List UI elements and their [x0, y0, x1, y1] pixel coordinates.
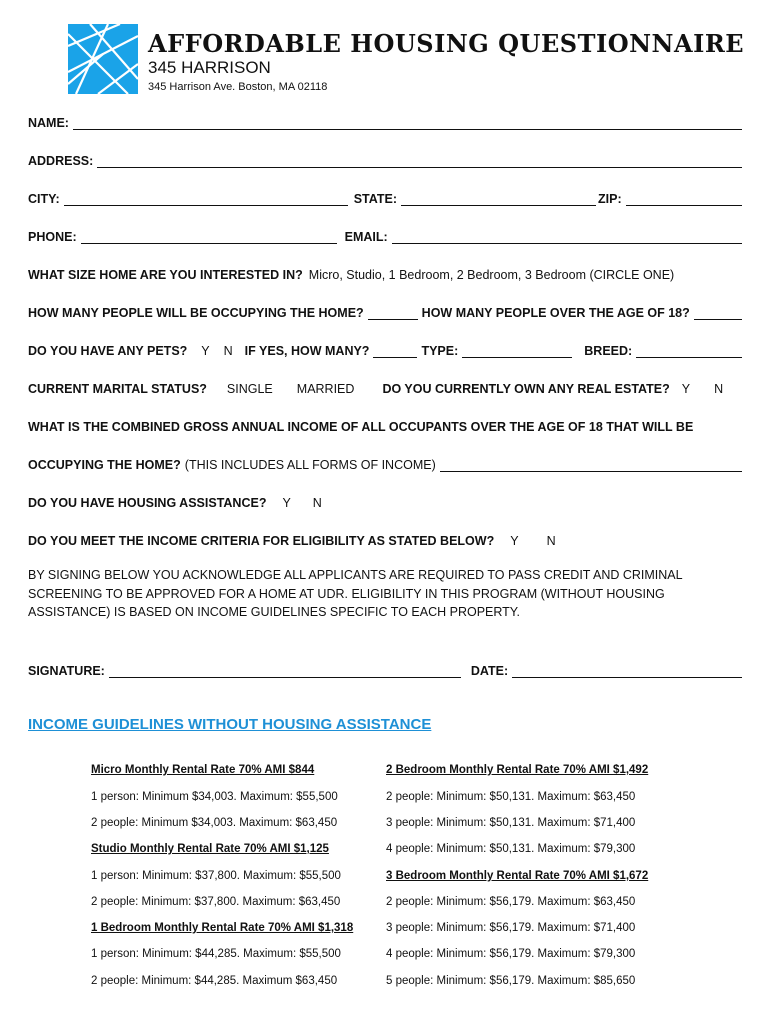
pets-type-field[interactable] [462, 345, 572, 358]
address-label: ADDRESS: [28, 154, 94, 168]
signature-row [28, 664, 742, 678]
income-row-1 [28, 420, 742, 434]
income-question: WHAT IS THE COMBINED GROSS ANNUAL INCOME OF ALL OCCUPANTS OVER THE AGE OF 18 THAT WILL BE [28, 420, 694, 434]
guideline-right-income-row: 5 people: Minimum: $56,179. Maximum: $85,650 [386, 975, 636, 987]
married-option[interactable]: MARRIED [296, 382, 355, 396]
property-address: 345 Harrison Ave. Boston, MA 02118 [148, 81, 328, 93]
email-field[interactable] [392, 231, 742, 244]
zip-field[interactable] [626, 193, 742, 206]
city-state-zip-row [28, 192, 742, 206]
pets-count-label: IF YES, HOW MANY? [244, 344, 370, 358]
assistance-no-option[interactable]: N [312, 496, 322, 510]
signature-field[interactable] [109, 665, 461, 678]
adults-field[interactable] [694, 307, 742, 320]
page-title: AFFORDABLE HOUSING QUESTIONNAIRE [148, 29, 745, 58]
name-label: NAME: [28, 116, 69, 130]
state-field[interactable] [401, 193, 596, 206]
city-field[interactable] [64, 193, 348, 206]
occupants-field[interactable] [368, 307, 418, 320]
criteria-row [28, 534, 742, 548]
pets-type-label: TYPE: [421, 344, 459, 358]
income-field[interactable] [440, 459, 742, 472]
city-label: CITY: [28, 192, 60, 206]
assistance-yes-option[interactable]: Y [282, 496, 291, 510]
marital-row [28, 382, 742, 396]
assistance-question: DO YOU HAVE HOUSING ASSISTANCE? [28, 496, 267, 510]
phone-field[interactable] [81, 231, 337, 244]
address-field[interactable] [97, 155, 742, 168]
guideline-right-income-row: 3 people: Minimum: $56,179. Maximum: $71,400 [386, 922, 636, 934]
pets-question: DO YOU HAVE ANY PETS? [28, 344, 188, 358]
state-label: STATE: [353, 192, 397, 206]
real-estate-no-option[interactable]: N [714, 382, 724, 396]
guideline-left-income-row: 2 people: Minimum: $37,800. Maximum: $63,450 [91, 896, 341, 908]
guideline-right-income-row: 4 people: Minimum: $56,179. Maximum: $79,300 [386, 948, 636, 960]
name-row [28, 116, 742, 130]
phone-label: PHONE: [28, 230, 77, 244]
guideline-left-income-row: 1 person: Minimum: $44,285. Maximum: $55,500 [91, 948, 341, 960]
criteria-question: DO YOU MEET THE INCOME CRITERIA FOR ELIGIBILITY AS STATED BELOW? [28, 534, 495, 548]
occupants-question: HOW MANY PEOPLE WILL BE OCCUPYING THE HOME? [28, 306, 364, 320]
property-name: 345 HARRISON [148, 58, 271, 77]
guideline-right-income-row: 3 people: Minimum: $50,131. Maximum: $71,400 [386, 817, 636, 829]
home-size-options[interactable]: Micro, Studio, 1 Bedroom, 2 Bedroom, 3 Bedroom (CIRCLE ONE) [308, 268, 675, 282]
guideline-right-income-row: 4 people: Minimum: $50,131. Maximum: $79,300 [386, 843, 636, 855]
pets-no-option[interactable]: N [223, 344, 233, 358]
real-estate-yes-option[interactable]: Y [681, 382, 691, 396]
guideline-left-rate-heading: Micro Monthly Rental Rate 70% AMI $844 [91, 764, 315, 776]
occupants-row [28, 306, 742, 320]
date-field[interactable] [512, 665, 742, 678]
guideline-left-income-row: 1 person: Minimum: $37,800. Maximum: $55,500 [91, 870, 341, 882]
home-size-row [28, 268, 742, 282]
income-question-cont: OCCUPYING THE HOME? [28, 458, 181, 472]
guidelines-heading: INCOME GUIDELINES WITHOUT HOUSING ASSISTANCE [28, 716, 432, 733]
address-row [28, 154, 742, 168]
home-size-question: WHAT SIZE HOME ARE YOU INTERESTED IN? [28, 268, 303, 282]
guideline-left-income-row: 2 people: Minimum: $44,285. Maximum $63,450 [91, 975, 338, 987]
logo-icon [68, 24, 138, 94]
adults-question: HOW MANY PEOPLE OVER THE AGE OF 18? [421, 306, 690, 320]
guideline-left-income-row: 1 person: Minimum $34,003. Maximum: $55,500 [91, 791, 338, 803]
assistance-row [28, 496, 742, 510]
income-row-2 [28, 458, 742, 472]
acknowledgement-text: BY SIGNING BELOW YOU ACKNOWLEDGE ALL APPLICANTS ARE REQUIRED TO PASS CREDIT AND CRIMINAL SCREENING TO BE APPROVED FOR A HOME AT UDR. ELIGIBILITY IN THIS PROGRAM (WITHOUT HOUSING ASSISTANCE) IS BASED ON INCOME GUIDELINES SPECIFIC TO EACH PROPERTY. [28, 568, 683, 619]
real-estate-question: DO YOU CURRENTLY OWN ANY REAL ESTATE? [382, 382, 670, 396]
pets-breed-field[interactable] [636, 345, 742, 358]
pets-breed-label: BREED: [584, 344, 633, 358]
pets-row [28, 344, 742, 358]
signature-label: SIGNATURE: [28, 664, 105, 678]
email-label: EMAIL: [344, 230, 388, 244]
guideline-left-income-row: 2 people: Minimum $34,003. Maximum: $63,450 [91, 817, 338, 829]
phone-email-row [28, 230, 742, 244]
criteria-yes-option[interactable]: Y [510, 534, 519, 548]
guideline-left-rate-heading: 1 Bedroom Monthly Rental Rate 70% AMI $1,318 [91, 922, 354, 934]
income-note: (THIS INCLUDES ALL FORMS OF INCOME) [184, 458, 436, 472]
date-label: DATE: [470, 664, 509, 678]
zip-label: ZIP: [598, 192, 622, 206]
single-option[interactable]: SINGLE [226, 382, 273, 396]
guideline-right-income-row: 2 people: Minimum: $50,131. Maximum: $63,450 [386, 791, 636, 803]
pets-count-field[interactable] [373, 345, 417, 358]
pets-yes-option[interactable]: Y [201, 344, 210, 358]
name-field[interactable] [73, 117, 742, 130]
guideline-right-rate-heading: 2 Bedroom Monthly Rental Rate 70% AMI $1,492 [386, 764, 649, 776]
guideline-right-rate-heading: 3 Bedroom Monthly Rental Rate 70% AMI $1,672 [386, 870, 649, 882]
criteria-no-option[interactable]: N [546, 534, 556, 548]
guideline-right-income-row: 2 people: Minimum: $56,179. Maximum: $63,450 [386, 896, 636, 908]
marital-question: CURRENT MARITAL STATUS? [28, 382, 207, 396]
guideline-left-rate-heading: Studio Monthly Rental Rate 70% AMI $1,125 [91, 843, 329, 855]
